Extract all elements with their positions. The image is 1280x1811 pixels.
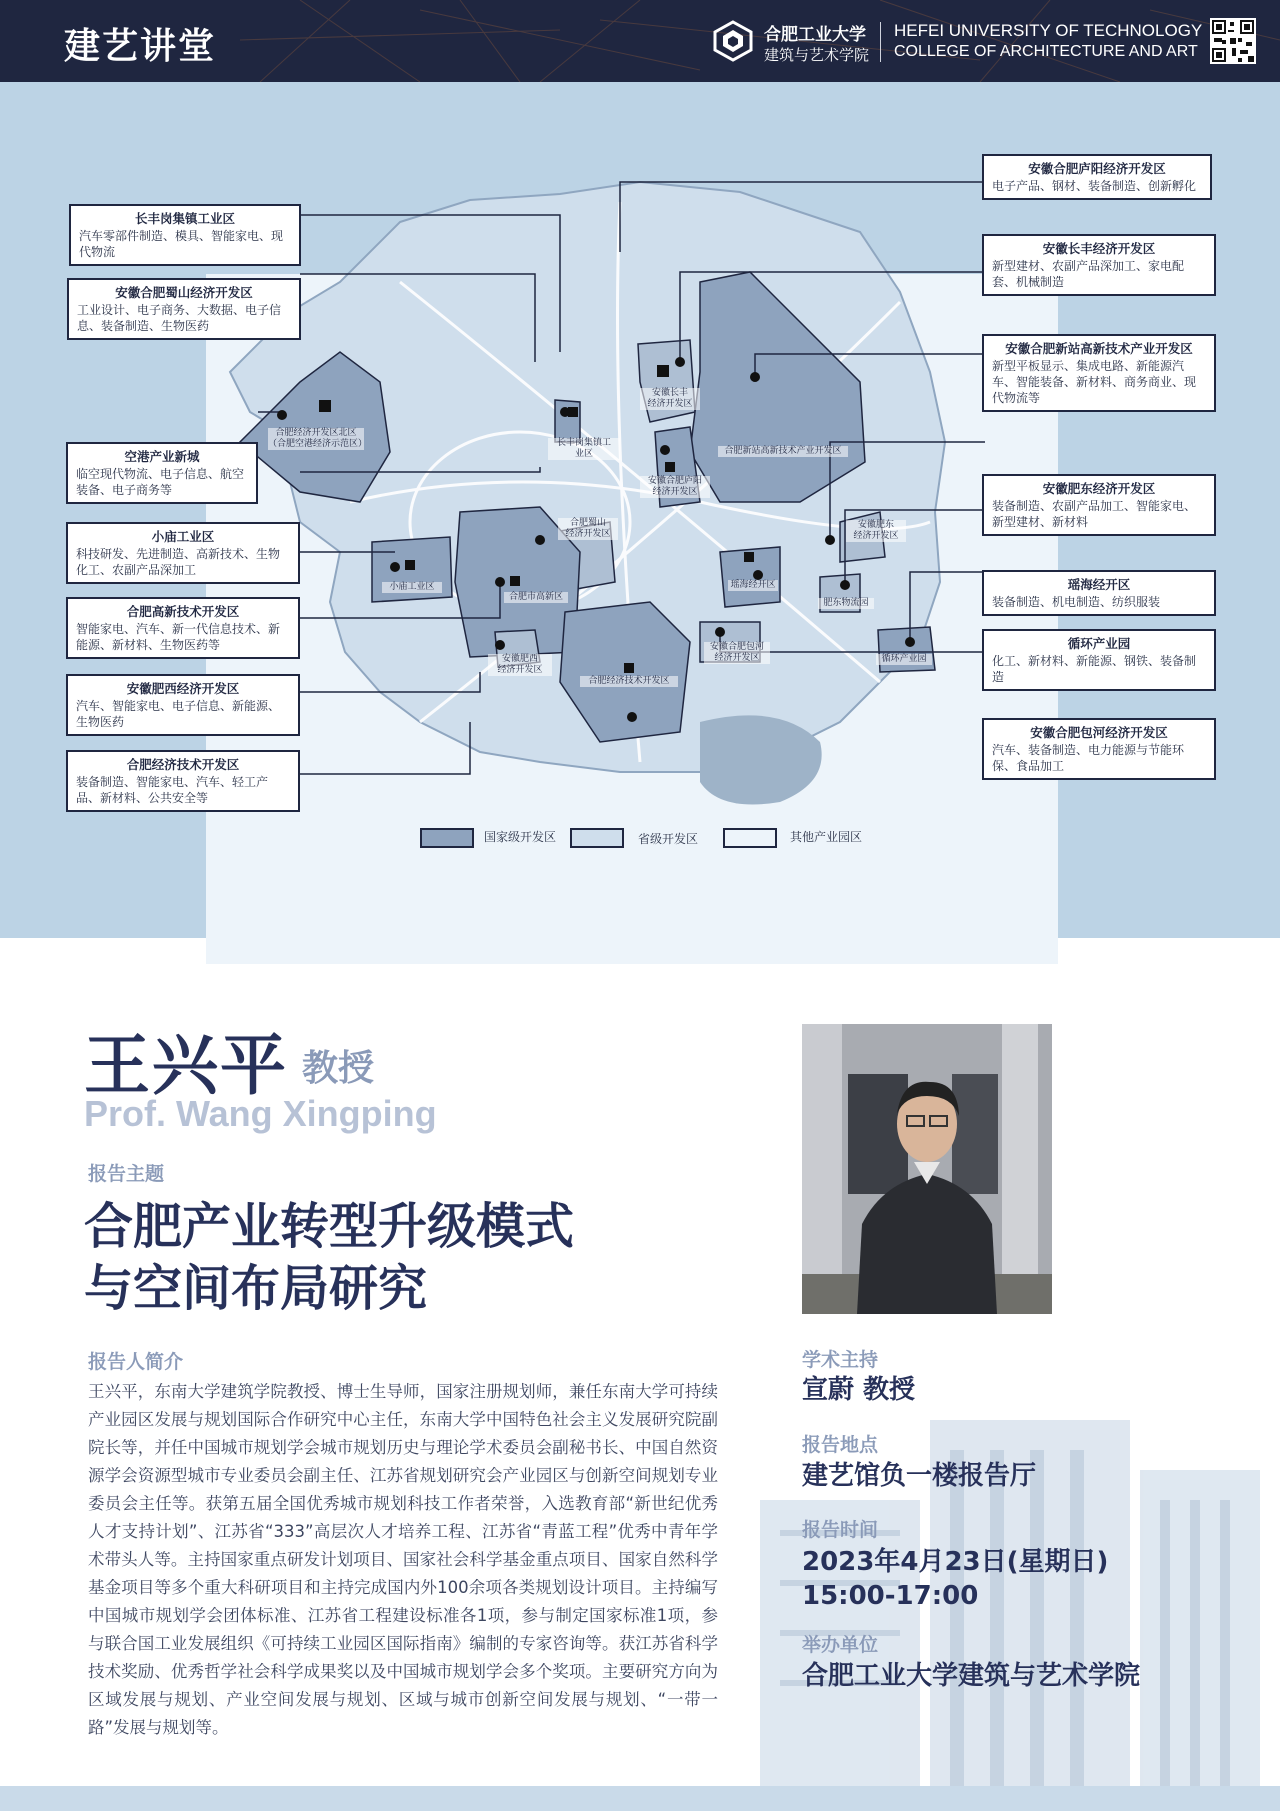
zone-text: 安徽合肥包河 经济开发区 (704, 642, 770, 664)
bio-label: 报告人简介 (88, 1351, 184, 1373)
map-label-yaohai: 瑶海经开区 装备制造、机电制造、纺织服装 (982, 570, 1216, 616)
college-name-en: COLLEGE OF ARCHITECTURE AND ART (894, 43, 1198, 60)
time-label: 报告时间 (802, 1519, 879, 1541)
legend-provincial: 省级开发区 (638, 832, 699, 846)
qr-code-icon[interactable] (1210, 18, 1256, 64)
bio-text: 王兴平，东南大学建筑学院教授、博士生导师，国家注册规划师，兼任东南大学可持续产业园区发展与规划国际合作研究中心主任，东南大学中国特色社会主义发展研究院副院长等，并任中国城市规划学会城市规划历史与理论学术委员会副秘书长、中国自然资源学会资源型城市专业委员会副主任、江苏省规划研究会产业园区与创新空间规划专业委员会主任等。获第五届全国优秀城市规划科技工作者荣誉，入选教育部“新世纪优秀人才支持计划”、江苏省“333”高层次人才培养工程、江苏省“青蓝工程”优秀中青年学术带头人等。主持国家重点研发计划项目、国家社会科学基金重点项目、国家自然科学基金项目等多个重大科研项目和主持完成国内外100余项各类规划设计项目。主持编写中国城市规划学会团体标准、江苏省工程建设标准各1项，参与制定国家标准1项，参与联合国工业发展组织《可持续工业园区国际指南》编制的专家咨询等。获江苏省科学技术奖励、优秀哲学社会科学成果奖以及中国城市规划学会多个奖项。主要研究方向为区域发展与规划、产业空间发展与规划、区域与城市创新空间发展与规划、“一带一路”发展与规划等。 (88, 1382, 718, 1737)
zone-text: 合肥蜀山 经济开发区 (558, 518, 618, 540)
legend-swatch-provincial (571, 829, 623, 847)
college-name-cn: 建筑与艺术学院 (764, 46, 870, 64)
speaker-portrait-illustration (802, 1024, 1052, 1314)
footer-strip (0, 1786, 1280, 1811)
date-value: 2023年4月23日(星期日) (802, 1547, 1109, 1577)
speaker-name-cn: 王兴平 (84, 1027, 288, 1104)
zone-text: 肥东物流园 (818, 598, 874, 609)
university-name-en: HEFEI UNIVERSITY OF TECHNOLOGY (894, 21, 1203, 40)
map-label-gaoxin: 合肥高新技术开发区 智能家电、汽车、新一代信息技术、新能源、新材料、生物医药等 (66, 597, 300, 659)
zone-text: 长丰岗集镇工 业区 (548, 438, 620, 460)
map-label-changfeng: 安徽长丰经济开发区 新型建材、农副产品深加工、家电配套、机械制造 (982, 234, 1216, 296)
map-label-xiaomiao: 小庙工业区 科技研发、先进制造、高新技术、生物化工、农副产品深加工 (66, 522, 300, 584)
map-label-luyang: 安徽合肥庐阳经济开发区 电子产品、钢材、装备制造、创新孵化 (982, 154, 1212, 200)
organizer-label: 举办单位 (802, 1634, 879, 1656)
map-label-shushan: 安徽合肥蜀山经济开发区 工业设计、电子商务、大数据、电子信息、装备制造、生物医药 (67, 278, 301, 340)
map-label-changfeng-gangji: 长丰岗集镇工业区 汽车零部件制造、模具、智能家电、现代物流 (69, 204, 301, 266)
speaker-title-cn: 教授 (302, 1048, 375, 1089)
map-label-feidong: 安徽肥东经济开发区 装备制造、农副产品加工、智能家电、新型建材、新材料 (982, 474, 1216, 536)
zone-text: 合肥市高新区 (504, 592, 568, 603)
topic-line-2: 与空间布局研究 (84, 1260, 428, 1317)
zone-text: 循环产业园 (876, 654, 932, 665)
header-divider (880, 22, 881, 62)
map-label-konggang: 空港产业新城 临空现代物流、电子信息、航空装备、电子商务等 (66, 442, 258, 504)
university-logo-icon (712, 20, 754, 62)
speaker-photo (802, 1024, 1052, 1314)
legend-national: 国家级开发区 (484, 830, 557, 844)
zone-text: 安徽合肥庐阳 经济开发区 (640, 476, 710, 498)
speaker-name-en: Prof. Wang Xingping (84, 1093, 437, 1134)
zone-text: 安徽肥西 经济开发区 (488, 654, 552, 676)
zone-text: 合肥经济技术开发区 (580, 676, 678, 687)
map-label-xinzhan: 安徽合肥新站高新技术产业开发区 新型平板显示、集成电路、新能源汽车、智能装备、新材料、商务商业、现代物流等 (982, 334, 1216, 412)
topic-label: 报告主题 (88, 1163, 165, 1185)
organizer-value: 合肥工业大学建筑与艺术学院 (802, 1661, 1141, 1691)
topic-title (84, 1196, 574, 1320)
map-label-feixi: 安徽肥西经济开发区 汽车、智能家电、电子信息、新能源、生物医药 (66, 674, 300, 736)
zone-text: 安徽长丰 经济开发区 (640, 388, 700, 410)
host-value: 宣蔚 教授 (802, 1375, 916, 1405)
legend-swatch-national (421, 829, 473, 847)
university-name-cn: 合肥工业大学 (764, 25, 866, 45)
brand-title: 建艺讲堂 (64, 26, 217, 67)
header-bar (0, 0, 1280, 82)
zone-text: 安徽肥东 经济开发区 (846, 520, 906, 542)
legend-other: 其他产业园区 (790, 830, 863, 844)
zone-text: 小庙工业区 (382, 582, 442, 593)
host-label: 学术主持 (802, 1349, 879, 1371)
map-label-xunhuan: 循环产业园 化工、新材料、新能源、钢铁、装备制造 (982, 629, 1216, 691)
legend-swatch-other (724, 829, 776, 847)
zone-text: 合肥新站高新技术产业开发区 (718, 446, 848, 457)
topic-line-1: 合肥产业转型升级模式 (84, 1198, 575, 1255)
time-value: 15:00-17:00 (802, 1581, 979, 1611)
venue-value: 建艺馆负一楼报告厅 (802, 1461, 1037, 1491)
zone-text: 瑶海经开区 (728, 580, 778, 591)
map-section (0, 82, 1280, 938)
map-label-baohe: 安徽合肥包河经济开发区 汽车、装备制造、电力能源与节能环保、食品加工 (982, 718, 1216, 780)
venue-label: 报告地点 (802, 1434, 879, 1456)
map-label-jingkai: 合肥经济技术开发区 装备制造、智能家电、汽车、轻工产品、新材料、公共安全等 (66, 750, 300, 812)
zone-text: 合肥经济开发区北区 （合肥空港经济示范区） (268, 428, 368, 449)
